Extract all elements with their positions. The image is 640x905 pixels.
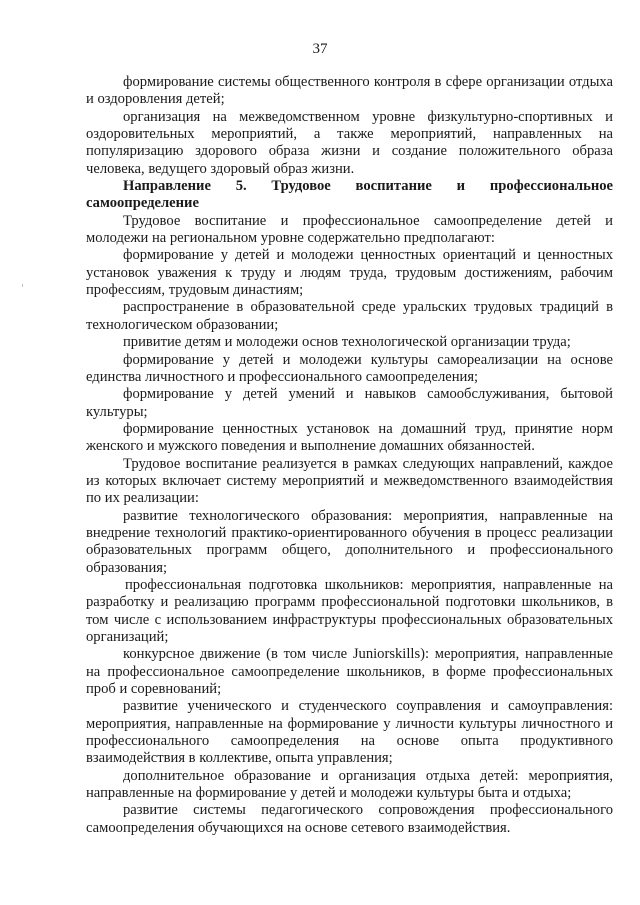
list-item: формирование у детей умений и навыков самообслуживания, бытовой культуры; xyxy=(86,386,613,420)
list-item: формирование ценностных установок на домашний труд, принятие норм женского и мужского поведения и выполнение домашних обязанностей. xyxy=(86,420,613,455)
paragraph: Трудовое воспитание реализуется в рамках следующих направлений, каждое из которых включает систему мероприятий и межведомственного взаимодействия по их реализации: xyxy=(86,455,613,507)
list-item: развитие технологического образования: мероприятия, направленные на внедрение технологий практико-ориентированного обучения в процесс реализации образовательных программ общего, дополнительного и профессионального образования; xyxy=(86,507,613,576)
list-item: привитие детям и молодежи основ технологической организации труда; xyxy=(123,334,571,351)
list-item: конкурсное движение (в том числе Juniorskills): мероприятия, направленные на профессиональное самоопределение школьников, в форме профессиональных проб и соревнований; xyxy=(86,646,613,698)
paragraph: организация на межведомственном уровне физкультурно-спортивных и оздоровительных мероприятий, а также мероприятий, направленных на популяризацию здорового образа жизни и создание положительного образа человека, ведущего здоровый образ жизни. xyxy=(86,108,613,177)
list-item: развитие системы педагогического сопровождения профессионального самоопределения обучающихся на основе сетевого взаимодействия. xyxy=(86,802,613,836)
paragraph: Трудовое воспитание и профессиональное самоопределение детей и молодежи на региональном уровне содержательно предполагают: xyxy=(86,212,613,247)
list-item: формирование у детей и молодежи ценностных ориентаций и ценностных установок уважения к труду и людям труда, трудовым достижениям, рабочим профессиям, трудовым династиям; xyxy=(86,247,613,299)
list-item: дополнительное образование и организация отдыха детей: мероприятия, направленные на формирование у детей и молодежи культуры быта и отдыха; xyxy=(86,767,613,802)
list-item: профессиональная подготовка школьников: мероприятия, направленные на разработку и реализацию программ профессиональной подготовки школьников, в том числе с использованием инфраструктуры профессиональных образовательных организаций; xyxy=(86,576,613,645)
section-heading: Направление 5. Трудовое воспитание и профессиональное самоопределение xyxy=(86,178,613,212)
list-item: распространение в образовательной среде уральских трудовых традиций в технологическом образовании; xyxy=(86,299,613,333)
list-item: развитие ученического и студенческого соуправления и самоуправления: мероприятия, направленные на формирование у личности культуры личностного и профессионального самоопределения на основе опыта продуктивного взаимодействия в коллективе, опыта управления; xyxy=(86,698,613,767)
document-body xyxy=(86,74,613,837)
paragraph: формирование системы общественного контроля в сфере организации отдыха и оздоровления детей; xyxy=(86,74,613,108)
list-item: формирование у детей и молодежи культуры самореализации на основе единства личностного и профессионального самоопределения; xyxy=(86,351,613,385)
scan-artifact xyxy=(22,284,23,287)
page-number: 37 xyxy=(312,41,328,57)
